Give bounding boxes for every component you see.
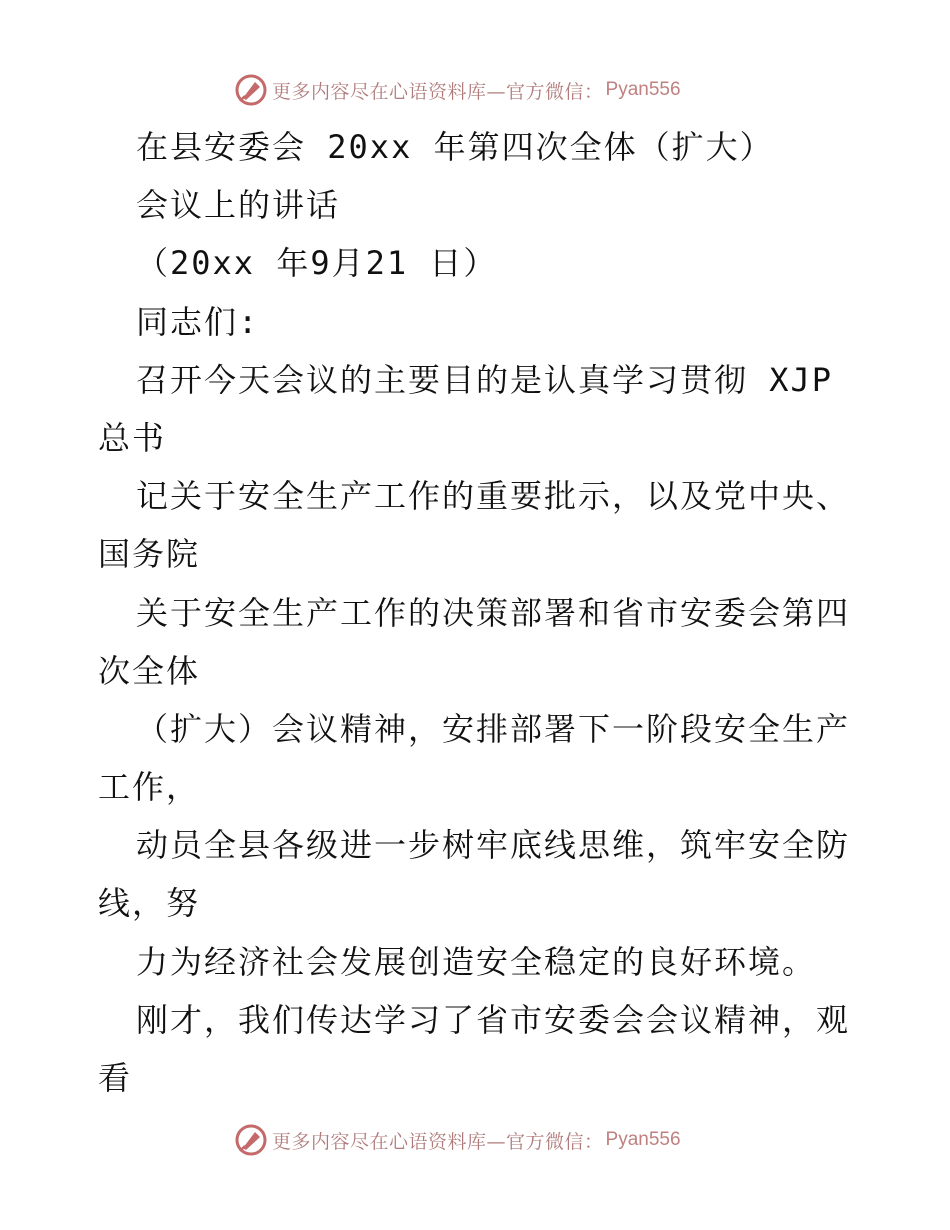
text-line: 记关于安全生产工作的重要批示，以及党中央、 xyxy=(136,477,851,516)
watermark-text: 更多内容尽在心语资料库—官方微信： xyxy=(272,1130,604,1153)
text-line: 动员全县各级进一步树牢底线思维，筑牢安全防 xyxy=(136,826,851,865)
footer-watermark xyxy=(234,1122,681,1158)
pen-nib-logo-icon xyxy=(234,1123,268,1157)
text-line: 同志们: xyxy=(136,302,260,341)
text-line: 刚才，我们传达学习了省市安委会会议精神，观 xyxy=(136,1000,851,1039)
pen-nib-logo-icon xyxy=(234,73,268,107)
watermark-account: Pyan556 xyxy=(605,79,681,100)
text-line: （扩大）会议精神，安排部署下一阶段安全生产 xyxy=(136,709,851,748)
text-line: 次全体 xyxy=(98,651,201,690)
document-body xyxy=(98,118,898,1107)
text-line: 工作， xyxy=(98,768,201,807)
text-line: 线，努 xyxy=(98,884,201,923)
text-line: 关于安全生产工作的决策部署和省市安委会第四 xyxy=(136,593,851,632)
text-line: 力为经济社会发展创造安全稳定的良好环境。 xyxy=(136,942,817,981)
text-line: 召开今天会议的主要目的是认真学习贯彻 XJP xyxy=(136,360,834,399)
text-line: 在县安委会 20xx 年第四次全体（扩大） xyxy=(136,128,774,166)
text-line: 总书 xyxy=(98,418,167,457)
watermark-text: 更多内容尽在心语资料库—官方微信： xyxy=(272,80,604,103)
text-line: （20xx 年9月21 日） xyxy=(136,244,498,283)
text-line: 看 xyxy=(98,1059,133,1097)
header-watermark xyxy=(234,72,681,108)
text-line: 国务院 xyxy=(98,535,201,574)
watermark-account: Pyan556 xyxy=(605,1129,681,1150)
text-line: 会议上的讲话 xyxy=(136,186,341,225)
